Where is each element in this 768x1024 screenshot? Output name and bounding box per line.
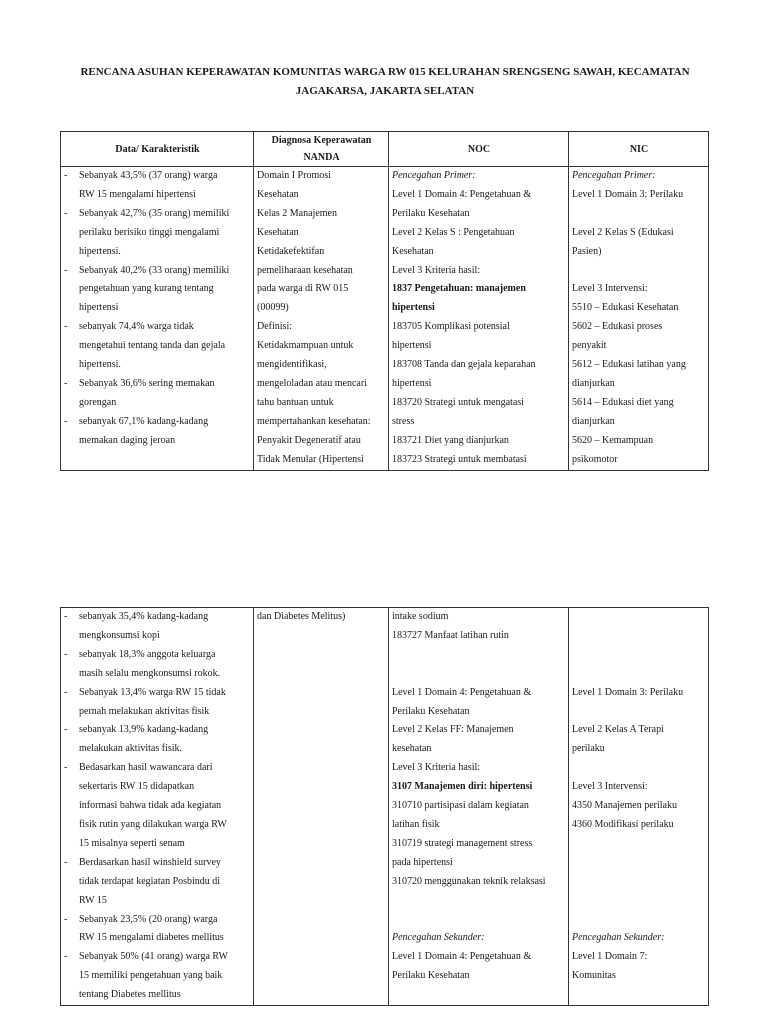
cell-line: Level 1 Domain 4: Pengetahuan & — [392, 188, 532, 200]
list-item-line: - Sebanyak 36,6% sering memakan — [79, 377, 215, 389]
list-item-line: hipertensi — [79, 302, 119, 314]
list-item-line: tidak terdapat kegiatan Posbindu di — [79, 875, 221, 887]
list-item — [64, 948, 251, 1005]
list-item-line: - sebanyak 74,4% warga tidak — [79, 321, 194, 333]
cell-line: 183720 Strategi untuk mengatasi — [392, 396, 524, 408]
spacer — [572, 262, 706, 281]
title-line-1: RENCANA ASUHAN KEPERAWATAN KOMUNITAS WARGA RW 015 KELURAHAN SRENGSENG SAWAH, KECAMATAN — [80, 66, 690, 78]
list-item — [64, 721, 251, 759]
list-item-line: gorengan — [79, 396, 117, 408]
list-item-line: mengetahui tentang tanda dan gejala — [79, 340, 226, 352]
nic-cell — [569, 167, 709, 471]
cell-line: stress — [392, 415, 415, 427]
data-list — [64, 608, 251, 1005]
cell-line: Level 2 Kelas FF: Manajemen — [392, 724, 514, 736]
list-item — [64, 684, 251, 722]
table-row — [61, 608, 709, 1006]
cell-line: tahu bantuan untuk — [257, 396, 334, 408]
list-item-line: RW 15 mengalami diabetes mellitus — [79, 932, 224, 944]
cell-line: Level 1 Domain 3: Perilaku — [572, 686, 684, 698]
cell-line: kesehatan — [392, 743, 432, 755]
cell-line: 183721 Diet yang dianjurkan — [392, 434, 509, 446]
cell-line: hipertensi — [392, 302, 435, 314]
cell-line: penyakit — [572, 340, 607, 352]
cell-line: Kesehatan — [257, 226, 299, 238]
cell-line: Pencegahan Primer: — [572, 170, 656, 181]
noc-cell — [389, 167, 569, 471]
title-line-2: JAGAKARSA, JAKARTA SELATAN — [295, 85, 475, 97]
cell-line: hipertensi — [392, 340, 432, 352]
nanda-cell — [254, 608, 389, 1006]
cell-line: intake sodium — [392, 611, 449, 622]
care-plan-table-1 — [60, 131, 709, 471]
cell-line: pada hipertensi — [392, 856, 453, 868]
spacer — [392, 646, 566, 665]
list-item — [64, 205, 251, 262]
cell-line: mengeloladan atau mencari — [257, 377, 367, 389]
cell-line: Level 2 Kelas S (Edukasi — [572, 226, 674, 238]
cell-line: Perilaku Kesehatan — [392, 705, 470, 717]
data-cell — [61, 167, 254, 471]
header-nanda-line-2: NANDA — [303, 152, 340, 163]
list-item-line: 15 memiliki pengetahuan yang baik — [79, 970, 223, 982]
data-cell — [61, 608, 254, 1006]
list-item-line: memakan daging jeroan — [79, 434, 176, 446]
header-diagnosa-nanda — [254, 132, 389, 167]
cell-line: Penyakit Degeneratif atau — [257, 434, 361, 446]
list-item-line: - sebanyak 35,4% kadang-kadang — [79, 611, 209, 622]
spacer — [572, 891, 706, 910]
cell-line: 183705 Komplikasi potensial — [392, 321, 510, 333]
cell-line: Ketidakefektifan — [257, 245, 325, 257]
list-item — [64, 608, 251, 646]
header-noc: NOC — [389, 132, 569, 167]
cell-line: dianjurkan — [572, 415, 615, 427]
list-item-line: perilaku berisiko tinggi mengalami — [79, 226, 220, 238]
list-item-line: pernah melakukan aktivitas fisik — [79, 705, 210, 717]
list-item — [64, 854, 251, 911]
list-item-line: - Sebanyak 50% (41 orang) warga RW — [79, 951, 228, 963]
cell-line: Pasien) — [572, 245, 602, 257]
cell-line: 5510 – Edukasi Kesehatan — [572, 302, 679, 314]
cell-line: Pencegahan Primer: — [392, 170, 476, 181]
list-item — [64, 413, 251, 451]
list-item-line: melakukan aktivitas fisik. — [79, 743, 183, 755]
list-item-line: - Sebanyak 42,7% (35 orang) memiliki — [79, 207, 230, 219]
cell-line: Level 3 Kriteria hasil: — [392, 762, 481, 774]
nic-cell — [569, 608, 709, 1006]
cell-line: Perilaku Kesehatan — [392, 970, 470, 982]
list-item-line: - Bedasarkan hasil wawancara dari — [79, 762, 213, 774]
cell-line: Level 1 Domain 3: Perilaku — [572, 188, 684, 200]
list-item-line: RW 15 — [79, 894, 107, 906]
cell-line: 310719 strategi management stress — [392, 837, 533, 849]
document-title — [40, 63, 730, 101]
cell-line: 3107 Manajemen diri: hipertensi — [392, 781, 533, 793]
list-item-line: RW 15 mengalami hipertensi — [79, 188, 196, 200]
list-item — [64, 375, 251, 413]
cell-line: latihan fisik — [392, 818, 440, 830]
cell-line: (00099) — [257, 302, 289, 314]
list-item-line: - Sebanyak 43,5% (37 orang) warga — [79, 170, 218, 181]
cell-line: 5612 – Edukasi latihan yang — [572, 359, 686, 371]
cell-line: hipertensi — [392, 377, 432, 389]
table-row — [61, 167, 709, 471]
cell-line: Domain I Promosi — [257, 170, 331, 181]
table-header-row — [61, 132, 709, 167]
header-data-karakteristik: Data/ Karakteristik — [61, 132, 254, 167]
cell-line: Level 3 Intervensi: — [572, 781, 648, 793]
cell-line: Kelas 2 Manajemen — [257, 207, 337, 219]
cell-line: Tidak Menular (Hipertensi — [257, 453, 364, 465]
list-item-line: mengkonsumsi kopi — [79, 629, 160, 641]
cell-line: 1837 Pengetahuan: manajemen — [392, 283, 526, 295]
cell-line: Definisi: — [257, 321, 292, 333]
cell-line: 5614 – Edukasi diet yang — [572, 396, 674, 408]
cell-line: Perilaku Kesehatan — [392, 207, 470, 219]
nanda-cell — [254, 167, 389, 471]
list-item — [64, 759, 251, 854]
list-item-line: pengetahuan yang kurang tentang — [79, 283, 214, 295]
cell-line: 183727 Manfaat latihan rutin — [392, 629, 509, 641]
list-item-line: - sebanyak 67,1% kadang-kadang — [79, 415, 209, 427]
list-item-line: tentang Diabetes mellitus — [79, 989, 181, 1001]
spacer — [572, 702, 706, 721]
cell-line: dan Diabetes Melitus) — [257, 611, 346, 622]
spacer — [572, 835, 706, 854]
spacer — [572, 854, 706, 873]
list-item-line: informasi bahwa tidak ada kegiatan — [79, 800, 222, 812]
cell-line: Komunitas — [572, 970, 616, 982]
cell-line: 4350 Manajemen perilaku — [572, 799, 677, 811]
cell-line: 310720 menggunakan teknik relaksasi — [392, 875, 546, 887]
cell-line: Kesehatan — [392, 245, 434, 257]
spacer — [392, 665, 566, 684]
cell-line: 4360 Modifikasi perilaku — [572, 818, 674, 830]
cell-line: 5620 – Kemampuan — [572, 434, 654, 446]
cell-line: Pencegahan Sekunder: — [392, 932, 485, 944]
list-item-line: masih selalu mengkonsumsi rokok. — [79, 667, 221, 679]
cell-line: Level 2 Kelas S : Pengetahuan — [392, 226, 515, 238]
cell-line: Level 2 Kelas A Terapi — [572, 724, 664, 736]
list-item-line: sekertaris RW 15 didapatkan — [79, 781, 195, 793]
cell-line: pada warga di RW 015 — [257, 283, 349, 295]
cell-line: Level 1 Domain 7: — [572, 951, 648, 963]
list-item-line: - Sebanyak 23,5% (20 orang) warga — [79, 913, 218, 925]
spacer — [392, 910, 566, 929]
spacer — [572, 205, 706, 224]
cell-line: Level 1 Domain 4: Pengetahuan & — [392, 686, 532, 698]
cell-line: dianjurkan — [572, 377, 615, 389]
spacer — [572, 759, 706, 778]
cell-line: Level 3 Kriteria hasil: — [392, 264, 481, 276]
header-nic: NIC — [569, 132, 709, 167]
cell-line: Pencegahan Sekunder: — [572, 932, 665, 944]
header-nanda-line-1: Diagnosa Keperawatan — [271, 135, 372, 146]
care-plan-table-2 — [60, 607, 709, 1006]
list-item — [64, 167, 251, 205]
list-item-line: - sebanyak 18,3% anggota keluarga — [79, 648, 216, 660]
cell-line: Kesehatan — [257, 188, 299, 200]
spacer — [572, 873, 706, 892]
list-item-line: hipertensi. — [79, 245, 121, 257]
cell-line: Level 1 Domain 4: Pengetahuan & — [392, 951, 532, 963]
cell-line: mengidentifikasi, — [257, 359, 327, 371]
list-item-line: - Sebanyak 40,2% (33 orang) memiliki — [79, 264, 230, 276]
cell-line: 183708 Tanda dan gejala keparahan — [392, 359, 536, 371]
cell-line: Level 3 Intervensi: — [572, 283, 648, 295]
list-item-line: hipertensi. — [79, 359, 121, 371]
list-item-line: 15 misalnya seperti senam — [79, 837, 185, 849]
cell-line: perilaku — [572, 743, 605, 755]
list-item-line: fisik rutin yang dilakukan warga RW — [79, 818, 227, 830]
spacer — [572, 646, 706, 665]
list-item — [64, 646, 251, 684]
spacer — [572, 608, 706, 627]
cell-line: mempertahankan kesehatan: — [257, 415, 371, 427]
spacer — [572, 910, 706, 929]
spacer — [392, 892, 566, 911]
list-item-line: - Sebanyak 13,4% warga RW 15 tidak — [79, 686, 226, 698]
cell-line: 310710 partisipasi dalam kegiatan — [392, 800, 529, 812]
list-item — [64, 262, 251, 319]
spacer — [572, 665, 706, 684]
cell-line: 5602 – Edukasi proses — [572, 321, 663, 333]
cell-line: 183723 Strategi untuk membatasi — [392, 453, 527, 465]
list-item — [64, 911, 251, 949]
data-list — [64, 167, 251, 451]
list-item-line: - Berdasarkan hasil winshield survey — [79, 856, 221, 868]
cell-line: Ketidakmampuan untuk — [257, 340, 354, 352]
cell-line: psikomotor — [572, 453, 618, 465]
list-item — [64, 318, 251, 375]
list-item-line: - sebanyak 13,9% kadang-kadang — [79, 724, 209, 736]
cell-line: pemeliharaan kesehatan — [257, 264, 353, 276]
spacer — [572, 627, 706, 646]
noc-cell — [389, 608, 569, 1006]
